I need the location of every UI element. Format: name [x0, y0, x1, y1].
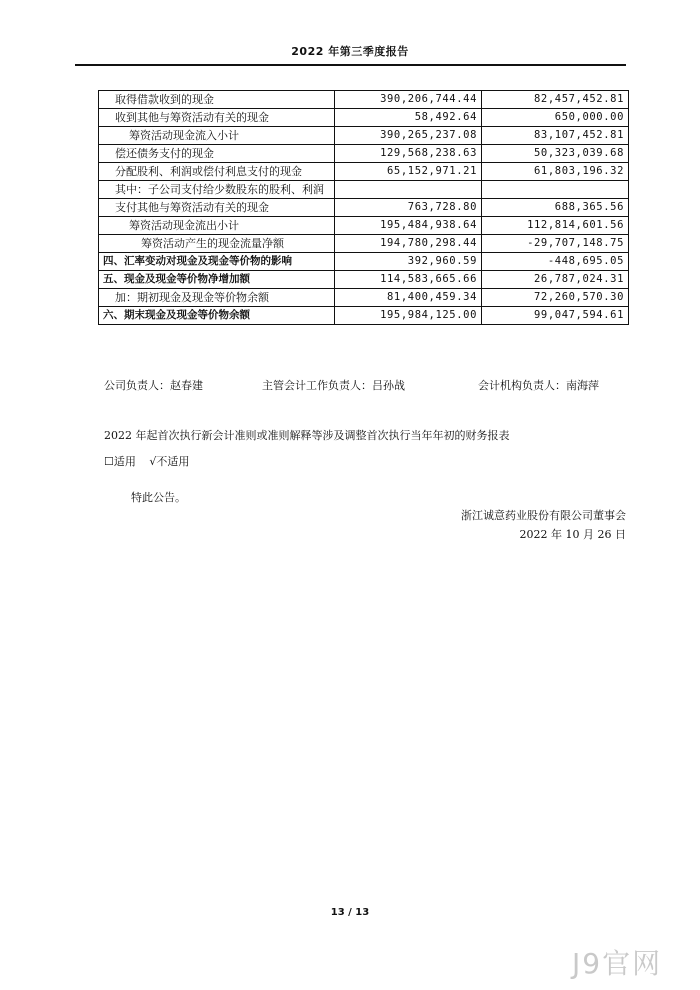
row-label: 六、期末现金及现金等价物余额 — [99, 307, 335, 325]
prior-period-value: -29,707,148.75 — [482, 235, 629, 253]
current-period-value: 195,984,125.00 — [335, 307, 482, 325]
current-period-value: 763,728.80 — [335, 199, 482, 217]
row-label: 偿还债务支付的现金 — [99, 145, 335, 163]
row-label: 筹资活动现金流入小计 — [99, 127, 335, 145]
accounting-org-head: 会计机构负责人：南海萍 — [478, 379, 599, 392]
option-not-applicable: √不适用 — [149, 455, 190, 468]
note-options — [104, 453, 199, 469]
option-applicable: ☐适用 — [104, 455, 136, 468]
company-head: 公司负责人：赵春建 — [104, 379, 203, 392]
current-period-value: 392,960.59 — [335, 253, 482, 271]
table-row — [99, 127, 629, 145]
row-label: 取得借款收到的现金 — [99, 91, 335, 109]
row-label: 收到其他与筹资活动有关的现金 — [99, 109, 335, 127]
cash-flow-table — [98, 90, 629, 325]
note-title: 2022 年起首次执行新会计准则或准则解释等涉及调整首次执行当年年初的财务报表 — [104, 429, 510, 442]
table-row — [99, 253, 629, 271]
current-period-value: 390,265,237.08 — [335, 127, 482, 145]
row-label: 支付其他与筹资活动有关的现金 — [99, 199, 335, 217]
row-label: 加：期初现金及现金等价物余额 — [99, 289, 335, 307]
table-row — [99, 217, 629, 235]
current-period-value: 129,568,238.63 — [335, 145, 482, 163]
prior-period-value: 72,260,570.30 — [482, 289, 629, 307]
prior-period-value: 82,457,452.81 — [482, 91, 629, 109]
header-divider — [75, 64, 626, 66]
table-row — [99, 109, 629, 127]
table-row — [99, 91, 629, 109]
current-period-value: 65,152,971.21 — [335, 163, 482, 181]
table-row — [99, 145, 629, 163]
prior-period-value: 61,803,196.32 — [482, 163, 629, 181]
prior-period-value: 688,365.56 — [482, 199, 629, 217]
announcement: 特此公告。 — [131, 491, 186, 504]
current-period-value: 195,484,938.64 — [335, 217, 482, 235]
row-label: 四、汇率变动对现金及现金等价物的影响 — [99, 253, 335, 271]
row-label: 筹资活动产生的现金流量净额 — [99, 235, 335, 253]
current-period-value — [335, 181, 482, 199]
watermark-logo: J9官网 — [572, 947, 663, 980]
row-label: 其中：子公司支付给少数股东的股利、利润 — [99, 181, 335, 199]
prior-period-value: 26,787,024.31 — [482, 271, 629, 289]
table-row — [99, 307, 629, 325]
prior-period-value: 99,047,594.61 — [482, 307, 629, 325]
announcement-date: 2022 年 10 月 26 日 — [519, 528, 626, 541]
page-number: 13 / 13 — [330, 907, 370, 918]
table-row — [99, 289, 629, 307]
table-row — [99, 271, 629, 289]
prior-period-value: 650,000.00 — [482, 109, 629, 127]
table-row — [99, 163, 629, 181]
prior-period-value — [482, 181, 629, 199]
table-row — [99, 181, 629, 199]
row-label: 五、现金及现金等价物净增加额 — [99, 271, 335, 289]
current-period-value: 194,780,298.44 — [335, 235, 482, 253]
prior-period-value: 50,323,039.68 — [482, 145, 629, 163]
report-title: 2022 年第三季度报告 — [291, 45, 409, 58]
prior-period-value: 83,107,452.81 — [482, 127, 629, 145]
company-name: 浙江诚意药业股份有限公司董事会 — [461, 509, 626, 522]
row-label: 分配股利、利润或偿付利息支付的现金 — [99, 163, 335, 181]
current-period-value: 114,583,665.66 — [335, 271, 482, 289]
table-row — [99, 235, 629, 253]
cash-flow-table-body — [99, 91, 629, 325]
prior-period-value: -448,695.05 — [482, 253, 629, 271]
current-period-value: 81,400,459.34 — [335, 289, 482, 307]
table-row — [99, 199, 629, 217]
prior-period-value: 112,814,601.56 — [482, 217, 629, 235]
accounting-head: 主管会计工作负责人：吕孙战 — [262, 379, 405, 392]
row-label: 筹资活动现金流出小计 — [99, 217, 335, 235]
current-period-value: 390,206,744.44 — [335, 91, 482, 109]
current-period-value: 58,492.64 — [335, 109, 482, 127]
